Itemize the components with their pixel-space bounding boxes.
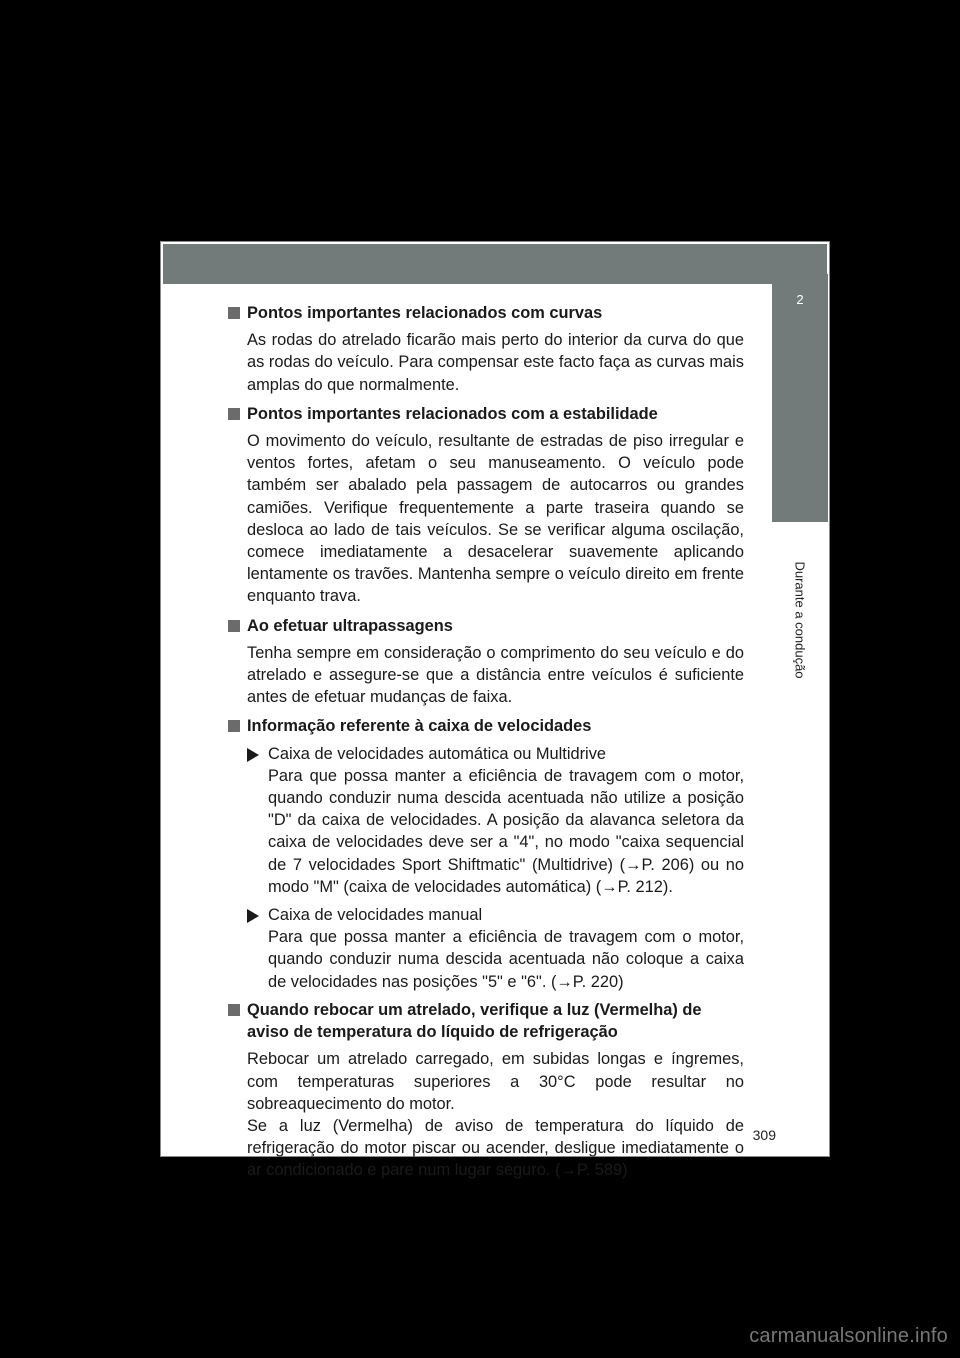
section-text: O movimento do veículo, resultante de estradas de piso irregular e ventos fortes, afetam o seu manuseamento. O veículo pode também ser abalado pela passagem de autocarros ou grandes camiões. Verifique frequentemente a parte traseira quando se desloca ao lado de tais veículos. Se se verificar alguma oscilação, comece imediatamente a desacelerar suavemente aplicando lentamente os travões. Mantenha sempre o veículo direito em frente enquanto trava. — [247, 432, 744, 606]
square-bullet-icon — [228, 307, 240, 319]
section-heading: Pontos importantes relacionados com a estabilidade — [226, 403, 744, 425]
triangle-bullet-icon — [247, 909, 259, 923]
page-content — [226, 302, 744, 1189]
square-bullet-icon — [228, 720, 240, 732]
section-text: Tenha sempre em consideração o comprimento do seu veículo e do atrelado e assegure-se que a distância entre veículos é suficiente antes de efetuar mudanças de faixa. — [247, 643, 744, 707]
sub-item: Caixa de velocidades automática ou Multidrive Para que possa manter a eficiência de travagem com o motor, quando conduzir numa descida acentuada não utilize a posição "D" da caixa de velocidades. A posição da alavanca seletora da caixa de velocidades deve ser a "4", no modo "caixa sequencial de 7 velocidades Sport Shiftmatic" (Multidrive) (→P. 206) ou no modo "M" (caixa de velocidades automática) (→P. 212). — [226, 743, 744, 898]
chapter-side-tab — [772, 274, 828, 522]
page-header-bar — [163, 244, 827, 284]
square-bullet-icon — [228, 620, 240, 632]
chapter-label: Durante a condução — [792, 561, 808, 679]
section-heading: Ao efetuar ultrapassagens — [226, 615, 744, 637]
section-heading: Informação referente à caixa de velocidades — [226, 715, 744, 737]
section-heading: Quando rebocar um atrelado, verifique a luz (Vermelha) de aviso de temperatura do líquido de refrigeração — [226, 999, 744, 1043]
section-text: As rodas do atrelado ficarão mais perto do interior da curva do que as rodas do veículo. Para compensar este facto faça as curvas mais amplas do que normalmente. — [247, 331, 744, 394]
square-bullet-icon — [228, 1004, 240, 1016]
page-number: 309 — [752, 1127, 776, 1143]
triangle-bullet-icon — [247, 748, 259, 762]
section-heading: Pontos importantes relacionados com curvas — [226, 302, 744, 324]
section-text: Rebocar um atrelado carregado, em subidas longas e íngremes, com temperaturas superiores a 30°C pode resultar no sobreaquecimento do motor. Se a luz (Vermelha) de aviso de temperatura do líquido de refrigeração do motor piscar ou acender, desligue imediatamente o ar condicionado e pare num lugar seguro. (→P. 589) — [247, 1050, 744, 1180]
sub-item: Caixa de velocidades manual Para que possa manter a eficiência de travagem com o motor, quando conduzir numa descida acentuada não coloque a caixa de velocidades nas posições "5" e "6". (→P. 220) — [226, 904, 744, 993]
watermark: carmanualsonline.info — [749, 1325, 948, 1347]
square-bullet-icon — [228, 408, 240, 420]
chapter-number: 2 — [796, 292, 804, 307]
